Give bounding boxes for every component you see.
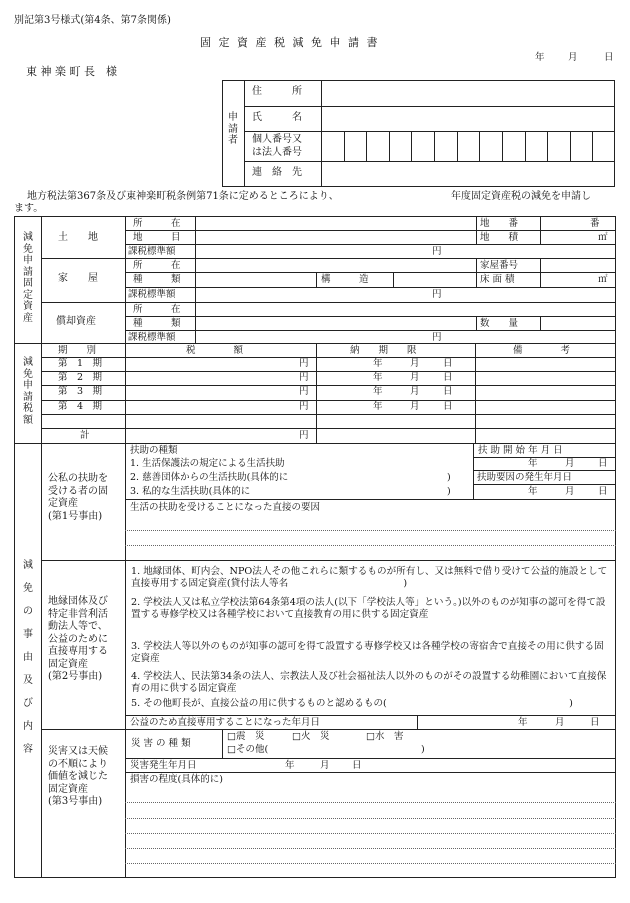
aid-item-2-close: ) (447, 472, 451, 483)
aid-start-day: 日 (598, 458, 608, 469)
tax-row-month: 月 (410, 401, 420, 412)
aid-item-3-close: ) (447, 486, 451, 497)
house-no-label: 家屋番号 (480, 260, 519, 271)
amount-header: 税 額 (186, 345, 244, 356)
house-tax-base-label: 課税標準額 (128, 289, 176, 300)
tax-row-period: 第 3 期 (58, 386, 103, 397)
disaster-year: 年 (285, 760, 295, 771)
date-day: 日 (604, 52, 614, 63)
land-tax-base-label: 課税標準額 (128, 246, 176, 257)
land-lot-no-label: 地 番 (480, 218, 519, 229)
aid-cause-day: 日 (598, 486, 608, 497)
disaster-option-other[interactable]: □その他( (227, 744, 269, 755)
disaster-option-fire[interactable]: □火 災 (292, 731, 330, 742)
tax-row-day: 日 (443, 386, 453, 397)
aid-cause-title: 生活の扶助を受けることになった直接の要因 (130, 502, 321, 513)
tax-row-month: 月 (410, 386, 420, 397)
public-use-day: 日 (590, 717, 600, 728)
tax-row-day: 日 (443, 358, 453, 369)
tax-section-label: 減 免 申 請 税 額 (23, 357, 33, 426)
house-floor-area-unit: ㎡ (598, 274, 608, 285)
aid-type-title: 扶助の種類 (130, 445, 178, 456)
depreciable-tax-base-yen: 円 (432, 332, 442, 343)
form-header: 別記第3号様式(第4条、第7条関係) (14, 15, 171, 26)
land-area-unit: ㎡ (598, 232, 608, 243)
aid-cause-month: 月 (565, 486, 575, 497)
date-year: 年 (535, 52, 545, 63)
reason-2-label: 地縁団体及び 特定非営利活 動法人等で、 公益のために 直接専用する 固定資産 (第2号事由) (48, 596, 108, 682)
depreciable-qty-label: 数 量 (480, 318, 519, 329)
statement-text-3: ます。 (14, 203, 44, 214)
tax-row-month: 月 (410, 372, 420, 383)
house-location-label: 所 在 (133, 260, 181, 271)
tax-row-year: 年 (373, 401, 383, 412)
addressee: 東 神 楽 町 長 様 (26, 65, 117, 78)
land-tax-base-yen: 円 (432, 246, 442, 257)
period-header: 期 別 (58, 345, 97, 356)
land-location-label: 所 在 (133, 218, 181, 229)
disaster-date-label: 災害発生年月日 (130, 760, 197, 771)
tax-row-year: 年 (373, 358, 383, 369)
depreciable-location-label: 所 在 (133, 304, 181, 315)
tax-row-yen: 円 (299, 372, 309, 383)
disaster-month: 月 (320, 760, 330, 771)
tax-row-yen: 円 (299, 401, 309, 412)
aid-cause-label: 扶助要因の発生年月日 (477, 472, 573, 483)
depreciable-label: 償却資産 (56, 316, 96, 327)
public-use-date-label: 公益のため直接専用することになった年月日 (130, 717, 321, 728)
address-label: 住 所 (252, 86, 302, 97)
house-type-label: 種 類 (133, 274, 181, 285)
reason-2-item-4: 4. 学校法人、民法第34条の法人、宗教法人及び社会福祉法人以外のものがその設置する幼稚園において直接保育の用に供する固定資産 (131, 671, 607, 694)
statement-text-1: 地方税法第367条及び東神楽町税条例第71条に定めるところにより、 (27, 191, 339, 202)
tax-row-period: 第 4 期 (58, 401, 103, 412)
tax-row-yen: 円 (299, 386, 309, 397)
tax-row-yen: 円 (299, 358, 309, 369)
aid-start-month: 月 (565, 458, 575, 469)
tax-row-day: 日 (443, 401, 453, 412)
tax-row-year: 年 (373, 386, 383, 397)
reason-3-label: 災害又は天候 の不順により 価値を減じた 固定資産 (第3号事由) (48, 746, 108, 807)
disaster-option-flood[interactable]: □水 害 (366, 731, 404, 742)
land-label: 土 地 (58, 232, 98, 243)
name-label: 氏 名 (252, 112, 302, 123)
remarks-header: 備 考 (513, 345, 571, 356)
house-tax-base-yen: 円 (432, 289, 442, 300)
aid-item-2: 2. 慈善団体からの生活扶助(具体的に (130, 472, 289, 483)
total-yen: 円 (299, 430, 309, 441)
total-label: 計 (80, 430, 90, 441)
tax-row-year: 年 (373, 372, 383, 383)
date-month: 月 (568, 52, 578, 63)
reason-1-label: 公私の扶助を 受ける者の固 定資産 (第1号事由) (48, 473, 108, 522)
form-title: 固 定 資 産 税 減 免 申 請 書 (200, 36, 380, 49)
disaster-day: 日 (352, 760, 362, 771)
land-lot-suffix: 番 (590, 218, 600, 229)
tax-row-period: 第 2 期 (58, 372, 103, 383)
house-label: 家 屋 (58, 273, 98, 284)
reason-2-item-1: 1. 地縁団体、町内会、NPO法人その他これらに類するものが所有し、又は無料で借り受けて公益的施設として直接専用する固定資産(貸付法人等名 ) (131, 566, 608, 589)
reason-2-item-3: 3. 学校法人等以外のものが知事の認可を得て設置する専修学校又は各種学校の寄宿舎で直接その用に供する固定資産 (131, 641, 604, 664)
disaster-option-other-close: ) (421, 744, 425, 755)
tax-row-month: 月 (410, 358, 420, 369)
tax-row-day: 日 (443, 372, 453, 383)
assets-section-label: 減 免 申 請 固 定 資 産 (23, 232, 33, 324)
aid-start-year: 年 (528, 458, 538, 469)
contact-field[interactable] (322, 162, 614, 186)
damage-label: 損害の程度(具体的に) (130, 774, 223, 785)
house-floor-area-label: 床 面 積 (480, 274, 515, 285)
aid-start-label: 扶 助 開 始 年 月 日 (478, 445, 563, 456)
land-category-label: 地 目 (133, 232, 181, 243)
name-field[interactable] (322, 107, 614, 130)
public-use-month: 月 (555, 717, 565, 728)
address-field[interactable] (322, 81, 614, 105)
public-use-year: 年 (518, 717, 528, 728)
disaster-option-earthquake[interactable]: □震 災 (227, 731, 265, 742)
depreciable-tax-base-label: 課税標準額 (128, 332, 176, 343)
land-area-label: 地 積 (480, 232, 519, 243)
house-structure-label: 構 造 (321, 274, 369, 285)
disaster-type-label: 災 害 の 種 類 (131, 738, 191, 749)
due-date-header: 納 期 限 (350, 345, 417, 356)
tax-row-period: 第 1 期 (58, 358, 103, 369)
applicant-label: 申 請 者 (228, 112, 238, 146)
depreciable-type-label: 種 類 (133, 318, 181, 329)
reason-2-item-2: 2. 学校法人又は私立学校法第64条第4項の法人(以下「学校法人等」という。)以外のものが知事の認可を得て設置する専修学校又は各種学校において直接教育の用に供する固定資産 (131, 597, 606, 620)
reasons-section-label: 減 免 の 事 由 及 び 内 容 (23, 560, 33, 755)
aid-item-3: 3. 私的な生活扶助(具体的に (130, 486, 251, 497)
aid-item-1: 1. 生活保護法の規定による生活扶助 (130, 458, 285, 469)
reason-2-item-5: 5. その他町長が、直接公益の用に供するものと認めるもの( ) (131, 698, 573, 709)
id-number-label: 個人番号又 は法人番号 (252, 134, 302, 158)
contact-label: 連 絡 先 (252, 167, 302, 178)
statement-text-2: 年度固定資産税の減免を申請し (451, 191, 591, 202)
aid-cause-year: 年 (528, 486, 538, 497)
